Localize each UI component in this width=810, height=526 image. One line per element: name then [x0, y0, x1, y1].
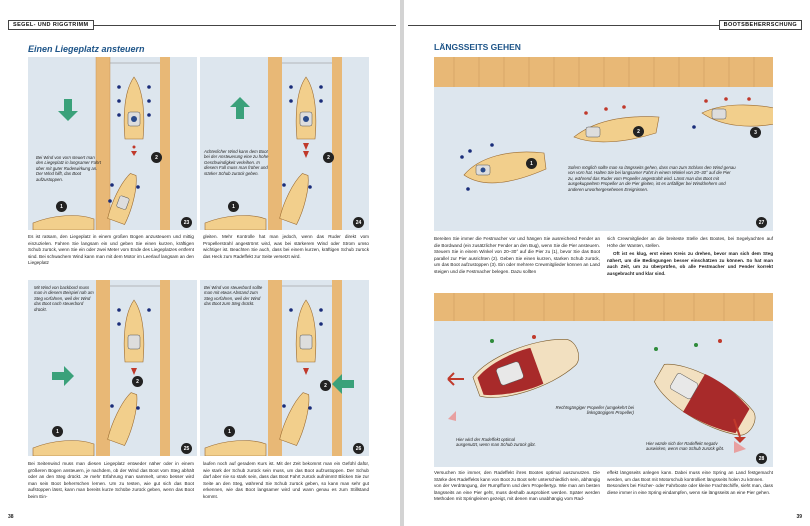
- position-marker-2: 2: [132, 376, 143, 387]
- position-marker-1: 1: [526, 158, 537, 169]
- tip-text: Oft ist es klug, erst einen Kreis zu drehen, bevor man sich dem Steg nähert, um die Bedingungen besser einschätzen zu können. So hat man auch Zeit, um zu überprüfen, ob alle Festmacher und Fender korrekt ausgebracht und klar sind.: [607, 251, 773, 276]
- right-page: [404, 0, 810, 526]
- page-heading: Einen Liegeplatz ansteuern: [28, 44, 145, 54]
- position-marker-2: 2: [320, 380, 331, 391]
- figure-number: 28: [756, 453, 767, 464]
- figure-caption: Achterlicher Wind kann dem Boot bei der Ansteuerung eine zu hohe Geschwindigkeit verleihen. In diesem Fall muss man früher und stärker Schub zurück geben.: [204, 149, 269, 176]
- position-marker-3: 3: [750, 127, 761, 138]
- figure-number: 25: [181, 443, 192, 454]
- body-text: Versuchen Sie immer, den Radeffekt ihres Bootes optimal auszunutzen. Die Stärke des Radeffekts kann von Boot zu Boot sehr unterschiedlich sein, abhängig von der Verdrängung, der Rumpfform und dem Propellertyp. Wie man am besten längsseits an eine Pier geht, muss deshalb ausprobiert werden. Später werden Methoden mit Springleinen gezeigt, mit denen man unabhängig vom Rad-: [434, 470, 600, 501]
- figure-caption: Mit Wind von backbord muss man in diesem Beispiel nah am Steg vorfahren, weil der Wind das Boot nach steuerbord drückt.: [34, 285, 94, 312]
- body-text: Bei Seitenwind muss man diesen Liegeplatz entweder näher oder in einem größeren Bogen ansteuern, je nachdem, ob der Wind das Boot vom Steg abhält oder an den Steg drückt. Je mehr Erfahrung man sammelt, umso besser wird man sein Boot beherrschen lernen. Um zu testen, wie gut sich das Boot aufstoppen lässt, kann man bereits kurze Schübe zurück geben, wenn das Boot beim Ein-: [28, 461, 194, 499]
- figure-caption: Rechtsgängiger Propeller (umgekehrt bei linksgängigem Propeller): [555, 405, 634, 416]
- position-marker-2: 2: [323, 152, 334, 163]
- harbor-diagram: [200, 57, 369, 230]
- figure-25: [28, 280, 197, 456]
- body-text: Es ist ratsam, den Liegeplatz in einem großen Bogen anzusteuern und mittig einzuzielen. Fahren Sie langsam ein und geben Sie einen kurzen, kräftigen Schub zurück, wenn Sie ein oder zwei Meter vom Ende des Liegeplatzes entfernt sind. Bei schwachem Wind kann man mit dem Motor im Leerlauf langsam an den Liegeplatz: [28, 234, 194, 265]
- body-text-column: [607, 236, 773, 277]
- figure-number: 27: [756, 217, 767, 228]
- page-number: 38: [8, 514, 14, 520]
- harbor-diagram: [28, 57, 197, 230]
- section-label: BOOTSBEHERRSCHUNG: [719, 20, 802, 30]
- figure-caption: Bei Wind von steuerbord sollte man mit etwas Abstand zum Steg vorfahren, weil der Wind das Boot zum Steg drückt.: [204, 285, 263, 307]
- body-text: gleiten. Mehr Kontrolle hat man jedoch, wenn das Ruder direkt vom Propellerstrahl angeströmt wird, was bei stärkerem Wind oder Strom umso wichtiger ist. Beachten Sie auch, dass bei einem kurzen, kräftigen Schub zurück das Heck zum Radeffekt zur Seite versetzt wird.: [203, 234, 369, 259]
- position-marker-2: 2: [151, 152, 162, 163]
- figure-28: [434, 293, 773, 467]
- pier-diagram: [434, 57, 773, 231]
- figure-24: [200, 57, 369, 230]
- figure-number: 23: [181, 217, 192, 228]
- figure-23: [28, 57, 197, 230]
- body-text: Bereiten Sie immer die Festmacher vor und hängen Sie ausreichend Fender an die Bordwand (ein zusätzlicher Fender an den Bug), wenn Sie die Pier ansteuern. Steuern Sie in einem Winkel von 20–30° auf die Pier zu (1), bevor Sie das Boot parallel zur Pier ausrichten (2). Geben Sie einen kurzen, starken Schub zurück, um das Boot aufzustoppen (3). Ein oder mehrere Crewmitglieder können an Land steigen und die Festmacher belegen. Dazu sollten: [434, 236, 600, 274]
- figure-number: 24: [353, 217, 364, 228]
- figure-caption: Sofern möglich sollte man so längsseits gehen, dass man zum Schluss den Wind genau von vorn hat. Halten Sie bei langsamer Fahrt in einem Winkel von 20–30° auf die Pier zu, während das Ruder vom Propeller angestrahlt wird. Lässt man das Boot mit ausgekuppeltem Propeller an die Pier gleiten, ist es anfälliger bei Winddrehern und anderen unvorhergesehenen Ereignissen.: [568, 165, 736, 192]
- page-heading: LÄNGSSEITS GEHEN: [434, 42, 521, 52]
- figure-26: [200, 280, 369, 456]
- position-marker-1: 1: [224, 426, 235, 437]
- body-text: sich Crewmitglieder an die breiteste Stelle des Bootes, bei Segelyachten auf Höhe der Wanten, stellen.: [607, 236, 773, 248]
- position-marker-1: 1: [56, 201, 67, 212]
- figure-caption: Hier würde sich der Radeffekt negativ auswirken, wenn man Schub zurück gibt.: [646, 441, 725, 452]
- section-label: SEGEL- UND RIGGTRIMM: [8, 20, 94, 30]
- left-page: [0, 0, 400, 526]
- body-text: effekt längsseits anlegen kann. Dabei muss eine Spring an Land festgemacht werden, um das Boot mit Motorschub kontrolliert längsseits holen zu können. Besonders bei Fischer- oder Fahrboote oder kleine Frachtschiffe, sieht man, dass diese immer in eine Spring eindampfen, wenn sie längsseits an eine Pier gehen.: [607, 470, 773, 495]
- figure-caption: Hier wird der Radeffekt optimal ausgenutzt, wenn man Schub zurück gibt.: [456, 437, 536, 448]
- page-number: 39: [796, 514, 802, 520]
- figure-number: 26: [353, 443, 364, 454]
- figure-caption: Bei Wind von vorn steuert man den Liegeplatz in langsamer Fahrt über mit guter Ruderwirkung an. Der Wind hilft, das Boot aufzustoppen.: [36, 155, 101, 182]
- position-marker-1: 1: [228, 201, 239, 212]
- figure-27: [434, 57, 773, 231]
- position-marker-2: 2: [633, 126, 644, 137]
- body-text: laufen noch auf geradem Kurs ist. Mit der Zeit bekommt man ein Gefühl dafür, wie stark der Schub zurück sein muss, um das Boot aufzustoppen. Der Schub darf aber nie so stark sein, dass das Boot Fahrt zurück aufnimmt! Blicken Sie zur Seite an den Steg, während Sie Schub zurück geben, so kann man sehr gut erkennen, wie das Boot langsamer wird und wann genau es zum Stillstand kommt.: [203, 461, 369, 499]
- position-marker-1: 1: [52, 426, 63, 437]
